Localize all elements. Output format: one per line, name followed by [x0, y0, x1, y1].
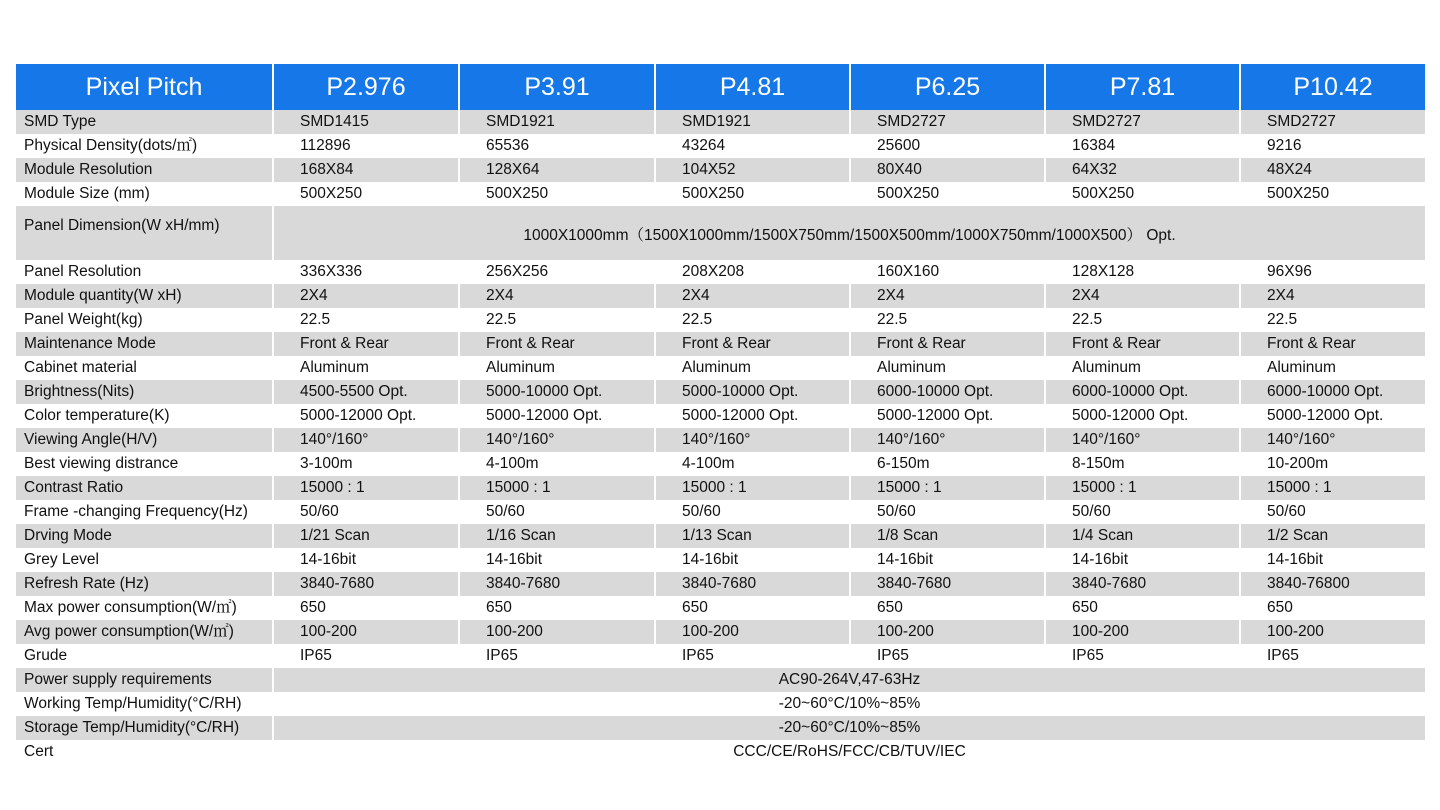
row-value: 3840-7680	[1045, 572, 1240, 596]
table-row	[16, 206, 1425, 260]
row-label: Physical Density(dots/㎡)	[16, 134, 273, 158]
row-value: 4-100m	[459, 452, 655, 476]
row-value: 5000-12000 Opt.	[1267, 407, 1384, 424]
row-value: 100-200	[850, 620, 1045, 644]
row-merged-value: -20~60°C/10%~85%	[778, 695, 921, 712]
row-value: 5000-12000 Opt.	[850, 404, 1045, 428]
row-value: 50/60	[1045, 500, 1240, 524]
table-row	[16, 476, 1425, 500]
row-value: 15000 : 1	[1045, 476, 1240, 500]
row-value: 500X250	[459, 182, 655, 206]
row-value: 650	[850, 596, 1045, 620]
row-value: 22.5	[655, 308, 850, 332]
row-label: SMD Type	[16, 110, 273, 134]
row-value: 650	[1045, 596, 1240, 620]
row-value: 5000-12000 Opt.	[459, 404, 655, 428]
row-merged-value: -20~60°C/10%~85%	[273, 716, 1425, 740]
row-value: 6000-10000 Opt.	[850, 380, 1045, 404]
row-label: Frame -changing Frequency(Hz)	[16, 500, 273, 524]
row-value: IP65	[1045, 644, 1240, 668]
row-value: 6000-10000 Opt.	[1045, 380, 1240, 404]
row-value: 50/60	[273, 500, 459, 524]
row-value: 100-200	[1240, 620, 1425, 644]
row-value: 9216	[1267, 137, 1302, 154]
row-value: 5000-12000 Opt.	[273, 404, 459, 428]
row-value: 500X250	[273, 182, 459, 206]
row-value: Aluminum	[1267, 359, 1336, 376]
row-label: Cabinet material	[16, 356, 273, 380]
table-row	[16, 404, 1425, 428]
row-value: 3840-7680	[655, 572, 850, 596]
row-label: Cert	[16, 740, 273, 764]
row-value: SMD1415	[273, 110, 459, 134]
row-value: 100-200	[273, 620, 459, 644]
row-value: Front & Rear	[1240, 332, 1425, 356]
row-value: 5000-12000 Opt.	[655, 404, 850, 428]
row-value: 65536	[459, 134, 655, 158]
row-value: 3-100m	[273, 452, 459, 476]
row-value: 140°/160°	[273, 428, 459, 452]
row-value: SMD2727	[850, 110, 1045, 134]
table-row	[16, 110, 1425, 134]
row-value: 80X40	[850, 158, 1045, 182]
row-value: 6000-10000 Opt.	[1240, 380, 1425, 404]
row-value: 2X4	[850, 284, 1045, 308]
table-row	[16, 692, 1425, 716]
row-value: 15000 : 1	[850, 476, 1045, 500]
row-value: 1/21 Scan	[273, 524, 459, 548]
table-row	[16, 500, 1425, 524]
table-row	[16, 182, 1425, 206]
row-value: 168X84	[273, 158, 459, 182]
row-value: IP65	[655, 644, 850, 668]
row-value: 14-16bit	[459, 548, 655, 572]
row-label: Brightness(Nits)	[16, 380, 273, 404]
row-value: 96X96	[1267, 263, 1312, 280]
row-value: 256X256	[459, 260, 655, 284]
row-value: 50/60	[850, 500, 1045, 524]
row-value: 48X24	[1240, 158, 1425, 182]
row-value: 650	[459, 596, 655, 620]
row-value: 3840-7680	[273, 572, 459, 596]
table-row	[16, 158, 1425, 182]
row-label: Grey Level	[16, 548, 273, 572]
row-value: Aluminum	[459, 356, 655, 380]
row-value: 3840-7680	[850, 572, 1045, 596]
table-row	[16, 284, 1425, 308]
row-value: 22.5	[273, 308, 459, 332]
row-value: Front & Rear	[1045, 332, 1240, 356]
row-value: 100-200	[655, 620, 850, 644]
row-value: 50/60	[1267, 503, 1306, 520]
table-row	[16, 356, 1425, 380]
row-value: SMD1921	[655, 110, 850, 134]
spec-table	[16, 64, 1425, 764]
row-value: 22.5	[1267, 311, 1298, 328]
table-row	[16, 620, 1425, 644]
row-value: 112896	[273, 134, 459, 158]
row-merged-value: 1000X1000mm（1500X1000mm/1500X750mm/1500X500mm/1000X750mm/1000X500） Opt.	[273, 206, 1425, 260]
header-col-4: P7.81	[1045, 64, 1240, 110]
row-label: Max power consumption(W/㎡)	[16, 596, 273, 620]
row-value: 140°/160°	[655, 428, 850, 452]
row-value: 650	[655, 596, 850, 620]
row-value: 100-200	[459, 620, 655, 644]
row-value: 140°/160°	[1240, 428, 1425, 452]
table-row	[16, 548, 1425, 572]
row-value: 1/8 Scan	[850, 524, 1045, 548]
row-value: 140°/160°	[459, 428, 655, 452]
table-row	[16, 308, 1425, 332]
row-label: Maintenance Mode	[16, 332, 273, 356]
row-label: Color temperature(K)	[16, 404, 273, 428]
row-value: 50/60	[655, 500, 850, 524]
row-value: 2X4	[655, 284, 850, 308]
row-value: SMD2727	[1240, 110, 1425, 134]
table-row	[16, 668, 1425, 692]
row-value: 14-16bit	[1267, 551, 1324, 568]
row-value: SMD1921	[459, 110, 655, 134]
row-value: 2X4	[1045, 284, 1240, 308]
table-row	[16, 596, 1425, 620]
row-value: 2X4	[459, 284, 655, 308]
row-value: 1/2 Scan	[1240, 524, 1425, 548]
header-col-5: P10.42	[1240, 64, 1425, 110]
row-value: IP65	[1267, 647, 1299, 664]
row-value: 1/13 Scan	[655, 524, 850, 548]
table-row	[16, 260, 1425, 284]
row-value: 25600	[850, 134, 1045, 158]
row-label: Module Size (mm)	[16, 182, 273, 206]
table-row	[16, 134, 1425, 158]
row-value: 500X250	[1267, 185, 1330, 202]
row-value: 500X250	[655, 182, 850, 206]
row-label: Refresh Rate (Hz)	[16, 572, 273, 596]
row-value: 14-16bit	[655, 548, 850, 572]
table-row	[16, 428, 1425, 452]
table-row	[16, 524, 1425, 548]
header-col-0: P2.976	[273, 64, 459, 110]
row-label: Working Temp/Humidity(°C/RH)	[16, 692, 273, 716]
row-value: 43264	[655, 134, 850, 158]
row-value: 64X32	[1045, 158, 1240, 182]
row-value: Aluminum	[1045, 356, 1240, 380]
row-value: 14-16bit	[273, 548, 459, 572]
table-row	[16, 380, 1425, 404]
row-label: Module Resolution	[16, 158, 273, 182]
table-row	[16, 644, 1425, 668]
row-value: 22.5	[459, 308, 655, 332]
header-col-1: P3.91	[459, 64, 655, 110]
row-value: 208X208	[655, 260, 850, 284]
row-label: Best viewing distrance	[16, 452, 273, 476]
row-label: Avg power consumption(W/㎡)	[16, 620, 273, 644]
row-value: 160X160	[850, 260, 1045, 284]
row-value: 6-150m	[850, 452, 1045, 476]
row-value: Aluminum	[655, 356, 850, 380]
row-value: 8-150m	[1045, 452, 1240, 476]
row-value: 100-200	[1045, 620, 1240, 644]
row-value: 22.5	[1045, 308, 1240, 332]
row-value: 1/4 Scan	[1045, 524, 1240, 548]
header-row	[16, 64, 1425, 110]
row-value: Front & Rear	[655, 332, 850, 356]
row-label: Panel Dimension(W xH/mm)	[16, 206, 273, 260]
row-merged-value: AC90-264V,47-63Hz	[273, 668, 1425, 692]
header-col-2: P4.81	[655, 64, 850, 110]
row-value: 336X336	[273, 260, 459, 284]
row-value: 15000 : 1	[459, 476, 655, 500]
row-value: 5000-12000 Opt.	[1045, 404, 1240, 428]
row-value: IP65	[459, 644, 655, 668]
row-label: Viewing Angle(H/V)	[16, 428, 273, 452]
header-col-3: P6.25	[850, 64, 1045, 110]
row-value: 128X64	[459, 158, 655, 182]
row-value: 50/60	[459, 500, 655, 524]
row-value: 16384	[1045, 134, 1240, 158]
row-value: 500X250	[850, 182, 1045, 206]
row-value: 650	[273, 596, 459, 620]
table-row	[16, 740, 1425, 764]
row-label: Module quantity(W xH)	[16, 284, 273, 308]
row-value: 500X250	[1045, 182, 1240, 206]
row-value: 22.5	[850, 308, 1045, 332]
row-value: 104X52	[655, 158, 850, 182]
row-value: Aluminum	[273, 356, 459, 380]
table-row	[16, 716, 1425, 740]
row-value: Front & Rear	[273, 332, 459, 356]
row-label: Grude	[16, 644, 273, 668]
row-value: 4500-5500 Opt.	[273, 380, 459, 404]
row-value: 10-200m	[1267, 455, 1329, 472]
row-value: 5000-10000 Opt.	[459, 380, 655, 404]
row-value: 15000 : 1	[655, 476, 850, 500]
row-value: 128X128	[1045, 260, 1240, 284]
row-value: 15000 : 1	[273, 476, 459, 500]
row-label: Drving Mode	[16, 524, 273, 548]
row-value: 4-100m	[655, 452, 850, 476]
table-row	[16, 452, 1425, 476]
row-value: 5000-10000 Opt.	[655, 380, 850, 404]
row-value: Front & Rear	[850, 332, 1045, 356]
row-value: 3840-76800	[1240, 572, 1425, 596]
row-value: 140°/160°	[1045, 428, 1240, 452]
row-label: Contrast Ratio	[16, 476, 273, 500]
row-label: Panel Weight(kg)	[16, 308, 273, 332]
row-label: Storage Temp/Humidity(°C/RH)	[16, 716, 273, 740]
row-value: 3840-7680	[459, 572, 655, 596]
row-value: Front & Rear	[459, 332, 655, 356]
row-value: IP65	[273, 644, 459, 668]
row-value: SMD2727	[1045, 110, 1240, 134]
header-label: Pixel Pitch	[16, 64, 273, 110]
row-value: 650	[1267, 599, 1293, 616]
row-value: 2X4	[1240, 284, 1425, 308]
row-value: IP65	[850, 644, 1045, 668]
row-value: 14-16bit	[850, 548, 1045, 572]
row-value: 2X4	[273, 284, 459, 308]
row-value: 14-16bit	[1045, 548, 1240, 572]
row-value: 140°/160°	[850, 428, 1045, 452]
table-row	[16, 572, 1425, 596]
row-label: Panel Resolution	[16, 260, 273, 284]
row-value: Aluminum	[850, 356, 1045, 380]
row-label: Power supply requirements	[16, 668, 273, 692]
row-value: 15000 : 1	[1240, 476, 1425, 500]
row-merged-value: CCC/CE/RoHS/FCC/CB/TUV/IEC	[733, 743, 966, 760]
spec-body	[16, 110, 1425, 764]
table-row	[16, 332, 1425, 356]
row-value: 1/16 Scan	[459, 524, 655, 548]
